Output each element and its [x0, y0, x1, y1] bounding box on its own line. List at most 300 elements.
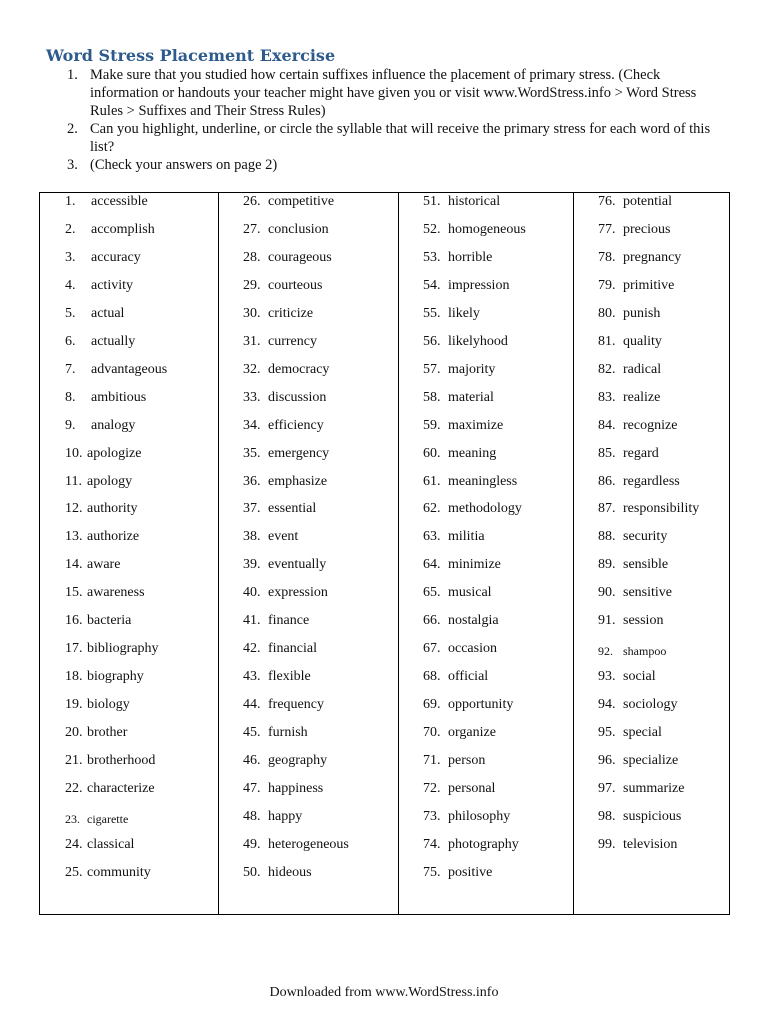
word-number: 7. [65, 361, 76, 377]
word-number: 10. [65, 445, 83, 461]
word-number: 88. [598, 529, 616, 545]
word-number: 24. [65, 836, 83, 852]
word-column-3 [398, 193, 573, 914]
word-text: frequency [268, 697, 324, 713]
word-number: 55. [423, 305, 441, 321]
word-item [423, 753, 485, 769]
word-number: 50. [243, 864, 261, 880]
word-item [423, 837, 519, 853]
word-number: 52. [423, 221, 441, 237]
footer-source-note: Downloaded from www.WordStress.info [269, 985, 499, 1000]
word-number: 8. [65, 389, 76, 405]
word-item [598, 585, 672, 601]
word-text: furnish [268, 725, 308, 741]
word-number: 81. [598, 333, 616, 349]
word-item [423, 557, 501, 573]
word-text: militia [448, 529, 485, 545]
word-item [243, 809, 302, 825]
word-text: authorize [87, 529, 140, 545]
word-text: democracy [268, 361, 330, 377]
word-number: 36. [243, 473, 261, 489]
word-number: 95. [598, 725, 616, 741]
word-item [65, 222, 155, 238]
page-title: Word Stress Placement Exercise [46, 46, 336, 65]
word-item [598, 306, 660, 322]
word-number: 43. [243, 669, 261, 685]
word-item [65, 837, 134, 853]
word-item [423, 222, 526, 238]
word-text: courteous [268, 277, 323, 293]
word-text: suspicious [623, 808, 682, 824]
word-number: 37. [243, 501, 261, 517]
word-text: minimize [448, 557, 501, 573]
word-item [243, 641, 317, 657]
word-item [423, 334, 508, 350]
word-number: 90. [598, 585, 616, 601]
word-item [243, 446, 329, 462]
word-item [65, 669, 144, 685]
word-item [243, 837, 349, 853]
word-text: potential [623, 194, 672, 209]
word-text: biology [87, 697, 130, 713]
word-number: 42. [243, 641, 261, 657]
word-item [598, 362, 661, 378]
word-number: 92. [598, 644, 613, 659]
word-item [598, 725, 662, 741]
word-text: brother [87, 725, 128, 741]
word-item [423, 474, 517, 490]
word-item [243, 697, 324, 713]
word-number: 97. [598, 780, 616, 796]
word-number: 27. [243, 221, 261, 237]
word-item [423, 362, 495, 378]
word-number: 20. [65, 725, 83, 741]
word-number: 64. [423, 557, 441, 573]
word-number: 29. [243, 277, 261, 293]
word-number: 32. [243, 361, 261, 377]
word-text: social [623, 669, 656, 685]
word-number: 30. [243, 305, 261, 321]
word-text: pregnancy [623, 249, 682, 265]
word-text: specialize [623, 753, 679, 768]
word-number: 35. [243, 445, 261, 461]
word-item [65, 697, 130, 713]
word-item [243, 306, 313, 322]
word-item [243, 222, 329, 238]
word-item [423, 194, 500, 210]
word-text: personal [448, 780, 496, 796]
word-number: 65. [423, 585, 441, 601]
word-item [598, 390, 660, 406]
word-text: heterogeneous [268, 836, 349, 852]
word-item [598, 643, 666, 659]
word-text: official [448, 669, 489, 685]
word-text: recognize [623, 417, 678, 433]
word-item [598, 446, 659, 462]
word-number: 49. [243, 836, 261, 852]
word-number: 59. [423, 417, 441, 433]
word-text: happiness [268, 780, 324, 796]
word-item [65, 613, 131, 629]
word-number: 3. [65, 249, 76, 265]
word-item [65, 557, 120, 573]
word-item [598, 194, 672, 210]
word-text: sensitive [623, 585, 672, 601]
word-text: sensible [623, 557, 669, 573]
word-text: discussion [268, 389, 327, 405]
word-number: 56. [423, 333, 441, 349]
word-item [598, 753, 678, 769]
word-item [243, 725, 308, 741]
word-item [243, 501, 316, 517]
word-item [423, 865, 492, 881]
word-item [65, 781, 155, 797]
word-item [423, 390, 494, 406]
word-number: 84. [598, 417, 616, 433]
word-number: 40. [243, 585, 261, 601]
word-text: regardless [623, 473, 680, 489]
word-text: precious [623, 221, 671, 237]
word-item [598, 557, 668, 573]
word-text: competitive [268, 194, 335, 209]
word-item [423, 306, 480, 322]
word-item [598, 222, 670, 238]
word-item [243, 613, 309, 629]
word-text: authority [87, 501, 138, 517]
word-number: 61. [423, 473, 441, 489]
word-number: 85. [598, 445, 616, 461]
word-text: emergency [268, 445, 330, 461]
word-number: 73. [423, 808, 441, 824]
word-text: majority [448, 361, 496, 377]
word-text: quality [623, 333, 662, 349]
word-text: apologize [87, 445, 142, 461]
word-number: 5. [65, 305, 76, 321]
word-item [598, 501, 699, 517]
instruction-item [63, 120, 715, 156]
word-text: event [268, 529, 299, 545]
word-text: shampoo [623, 644, 667, 659]
word-text: maximize [448, 417, 504, 433]
word-number: 17. [65, 641, 83, 657]
word-item [423, 613, 499, 629]
word-number: 19. [65, 697, 83, 713]
word-item [423, 725, 496, 741]
word-text: ambitious [91, 389, 147, 405]
word-item [243, 362, 329, 378]
word-number: 6. [65, 333, 76, 349]
word-number: 96. [598, 753, 616, 768]
instruction-text: (Check your answers on page 2) [90, 157, 278, 173]
word-item [598, 837, 677, 853]
word-number: 18. [65, 669, 83, 685]
word-text: philosophy [448, 808, 511, 824]
word-text: realize [623, 389, 661, 405]
word-text: financial [268, 641, 317, 657]
word-text: flexible [268, 669, 311, 685]
word-number: 79. [598, 277, 616, 293]
word-number: 28. [243, 249, 261, 265]
word-number: 83. [598, 389, 616, 405]
word-item [598, 418, 677, 434]
word-item [423, 418, 503, 434]
word-text: summarize [623, 780, 685, 796]
word-number: 41. [243, 613, 261, 629]
word-text: awareness [87, 585, 145, 601]
word-item [598, 529, 667, 545]
word-text: primitive [623, 277, 675, 293]
word-text: homogeneous [448, 221, 526, 237]
word-text: community [87, 864, 151, 880]
word-text: efficiency [268, 417, 324, 433]
word-number: 44. [243, 697, 261, 713]
word-item [65, 446, 141, 462]
instruction-item [63, 156, 715, 174]
word-text: aware [87, 557, 121, 573]
word-text: sociology [623, 697, 678, 713]
word-text: person [448, 753, 486, 768]
word-number: 63. [423, 529, 441, 545]
word-text: photography [448, 836, 519, 852]
word-number: 57. [423, 361, 441, 377]
word-number: 68. [423, 669, 441, 685]
word-item [243, 865, 312, 881]
word-text: security [623, 529, 668, 545]
word-item [65, 474, 132, 490]
word-text: methodology [448, 501, 522, 517]
word-number: 48. [243, 808, 261, 824]
word-item [423, 809, 510, 825]
word-number: 21. [65, 753, 83, 768]
word-item [65, 725, 127, 741]
word-number: 78. [598, 249, 616, 265]
word-item [243, 585, 328, 601]
word-item [423, 446, 496, 462]
word-item [423, 501, 522, 517]
instruction-text: Can you highlight, underline, or circle the syllable that will receive the primary stress for each word of this list? [90, 121, 711, 155]
word-item [65, 250, 141, 266]
word-text: accessible [91, 194, 148, 209]
word-number: 31. [243, 333, 261, 349]
word-number: 16. [65, 613, 83, 629]
word-number: 33. [243, 389, 261, 405]
word-item [65, 529, 139, 545]
word-text: session [623, 613, 664, 629]
word-number: 1. [65, 194, 76, 209]
word-number: 51. [423, 194, 441, 209]
word-number: 54. [423, 277, 441, 293]
word-text: regard [623, 445, 659, 461]
instruction-item [63, 66, 715, 120]
word-text: cigarette [87, 811, 129, 826]
word-item [65, 334, 135, 350]
word-item [423, 697, 513, 713]
word-item [65, 865, 151, 881]
word-text: punish [623, 305, 661, 321]
word-text: positive [448, 864, 493, 880]
word-column-4 [573, 193, 729, 914]
word-number: 2. [65, 221, 76, 237]
word-number: 25. [65, 864, 83, 880]
word-text: horrible [448, 249, 493, 265]
word-text: classical [87, 836, 135, 852]
word-number: 22. [65, 780, 83, 796]
word-number: 76. [598, 194, 616, 209]
word-number: 67. [423, 641, 441, 657]
word-text: bibliography [87, 641, 159, 657]
word-text: accuracy [91, 249, 141, 265]
word-number: 23. [65, 811, 80, 826]
word-item [65, 641, 159, 657]
instruction-list [63, 66, 715, 174]
word-item [65, 418, 135, 434]
word-number: 86. [598, 473, 616, 489]
word-text: accomplish [91, 221, 155, 237]
word-number: 74. [423, 836, 441, 852]
word-item [243, 194, 334, 210]
word-number: 58. [423, 389, 441, 405]
word-text: actually [91, 333, 136, 349]
word-text: television [623, 836, 678, 852]
word-item [423, 781, 495, 797]
instruction-text: Make sure that you studied how certain suffixes influence the placement of primary stress. (Check information or handouts your teacher might have given you or visit www.WordStress.info > Word Stress Rules > Suffixes and Their Stress Rules) [90, 67, 697, 119]
word-item [423, 641, 497, 657]
word-item [423, 529, 485, 545]
word-number: 34. [243, 417, 261, 433]
word-number: 71. [423, 753, 441, 768]
word-item [243, 278, 322, 294]
word-text: happy [268, 808, 303, 824]
word-item [65, 501, 138, 517]
word-text: meaningless [448, 473, 518, 489]
word-number: 15. [65, 585, 83, 601]
word-text: conclusion [268, 221, 329, 237]
word-item [598, 809, 681, 825]
word-number: 53. [423, 249, 441, 265]
word-text: characterize [87, 780, 155, 796]
word-item [243, 390, 326, 406]
word-number: 60. [423, 445, 441, 461]
word-text: expression [268, 585, 328, 601]
word-item [598, 697, 677, 713]
word-item [598, 669, 656, 685]
word-number: 38. [243, 529, 261, 545]
word-column-2 [218, 193, 398, 914]
word-number: 9. [65, 417, 76, 433]
instruction-number: 1. [67, 67, 78, 83]
word-column-1 [40, 193, 218, 914]
word-text: actual [91, 305, 125, 321]
word-text: brotherhood [87, 753, 156, 768]
word-text: material [448, 389, 494, 405]
word-number: 93. [598, 669, 616, 685]
word-text: geography [268, 753, 328, 768]
word-text: bacteria [87, 613, 132, 629]
word-number: 99. [598, 836, 616, 852]
word-item [423, 585, 492, 601]
word-item [65, 306, 124, 322]
word-item [65, 194, 148, 210]
word-item [423, 278, 509, 294]
word-item [65, 753, 155, 769]
word-item [243, 334, 317, 350]
word-item [598, 613, 663, 629]
word-item [65, 585, 145, 601]
word-item [598, 781, 684, 797]
word-text: special [623, 725, 662, 741]
word-text: analogy [91, 417, 136, 433]
word-item [423, 250, 492, 266]
word-number: 66. [423, 613, 441, 629]
word-number: 87. [598, 501, 616, 517]
word-text: currency [268, 333, 317, 349]
word-number: 98. [598, 808, 616, 824]
word-number: 13. [65, 529, 83, 545]
word-table [39, 192, 730, 915]
word-text: organize [448, 725, 496, 741]
word-number: 70. [423, 725, 441, 741]
word-item [65, 390, 146, 406]
word-item [243, 529, 298, 545]
word-item [243, 669, 311, 685]
word-number: 80. [598, 305, 616, 321]
word-text: likely [448, 305, 480, 321]
word-item [243, 781, 323, 797]
word-item [243, 418, 324, 434]
word-text: activity [91, 277, 133, 293]
word-number: 39. [243, 557, 261, 573]
word-text: impression [448, 277, 510, 293]
instruction-number: 2. [67, 121, 78, 137]
word-number: 82. [598, 361, 616, 377]
word-item [243, 753, 327, 769]
word-text: radical [623, 361, 662, 377]
word-text: meaning [448, 445, 497, 461]
word-text: criticize [268, 305, 314, 321]
word-number: 75. [423, 864, 441, 880]
word-number: 72. [423, 780, 441, 796]
word-text: responsibility [623, 501, 700, 517]
word-text: courageous [268, 249, 332, 265]
word-number: 69. [423, 697, 441, 713]
word-number: 12. [65, 501, 83, 517]
word-item [598, 474, 680, 490]
word-number: 45. [243, 725, 261, 741]
word-item [65, 362, 167, 378]
word-text: opportunity [448, 697, 514, 713]
word-item [598, 250, 681, 266]
word-item [598, 334, 662, 350]
word-number: 47. [243, 780, 261, 796]
word-item [65, 278, 133, 294]
word-text: biography [87, 669, 144, 685]
word-number: 77. [598, 221, 616, 237]
word-text: advantageous [91, 361, 168, 377]
word-text: musical [448, 585, 492, 601]
word-item [243, 474, 327, 490]
word-number: 91. [598, 613, 616, 629]
word-text: essential [268, 501, 317, 517]
word-text: nostalgia [448, 613, 499, 629]
word-number: 4. [65, 277, 76, 293]
word-number: 94. [598, 697, 616, 713]
word-text: occasion [448, 641, 497, 657]
word-number: 46. [243, 753, 261, 768]
word-item [243, 557, 326, 573]
word-number: 11. [65, 473, 82, 489]
word-number: 14. [65, 557, 83, 573]
word-item [598, 278, 674, 294]
